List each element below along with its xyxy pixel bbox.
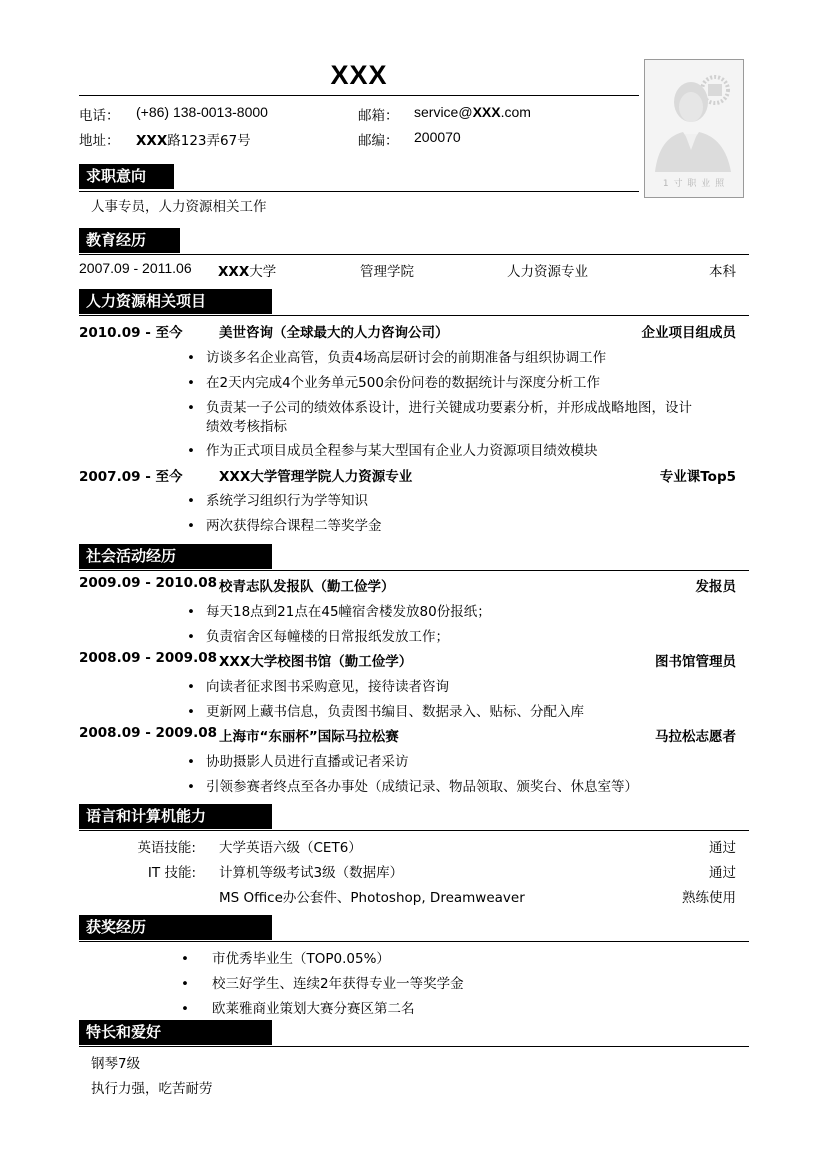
education-degree: 本科 [709, 264, 736, 280]
project-name: 美世咨询（全球最大的人力咨询公司） [219, 325, 449, 341]
list-item: • 负责某一子公司的绩效体系设计，进行关键成功要素分析，并形成战略地图，设计 [187, 400, 692, 416]
section-title-education: 教育经历 [79, 228, 180, 253]
activity-period: 2008.09 - 2009.08 [79, 650, 217, 666]
skill-item: 大学英语六级（CET6） [219, 840, 362, 856]
name-underline [79, 95, 639, 96]
list-item: • 每天18点到21点在45幢宿舍楼发放80份报纸； [187, 604, 491, 620]
activity-period: 2008.09 - 2009.08 [79, 725, 217, 741]
education-school: XXX大学 [218, 264, 277, 280]
education-period: 2007.09 - 2011.06 [79, 260, 192, 276]
zip-label: 邮编： [358, 133, 399, 149]
list-item: • 向读者征求图书采购意见，接待读者咨询 [187, 679, 449, 695]
resume-name: XXX [330, 60, 388, 90]
activity-period: 2009.09 - 2010.08 [79, 575, 217, 591]
activity-name: XXX大学校图书馆（勤工俭学） [219, 654, 413, 670]
photo-placeholder [644, 59, 744, 198]
address-label: 地址： [79, 133, 120, 149]
photo-caption: 1 寸 职 业 照 [662, 179, 726, 189]
section-title-social: 社会活动经历 [79, 544, 272, 569]
skill-label: 英语技能: [137, 840, 196, 856]
section-title-hobbies: 特长和爱好 [79, 1020, 272, 1045]
activity-role: 发报员 [695, 579, 736, 595]
section-title-objective: 求职意向 [79, 164, 174, 189]
project-role: 企业项目组成员 [641, 325, 736, 341]
list-item: • 引领参赛者终点至各办事处（成绩记录、物品领取、颁奖台、休息室等） [187, 779, 638, 795]
section-rule-education [79, 254, 749, 255]
list-item: • 访谈多名企业高管，负责4场高层研讨会的前期准备与组织协调工作 [187, 350, 607, 366]
skill-label: IT 技能: [147, 865, 196, 881]
email-value: service@XXX.com [414, 104, 531, 120]
address-value: XXX路123弄67号 [136, 133, 251, 149]
section-rule-hobbies [79, 1046, 749, 1047]
skill-result: 通过 [709, 865, 736, 881]
section-title-skills: 语言和计算机能力 [79, 804, 272, 829]
list-item: • 校三好学生、连续2年获得专业一等奖学金 [181, 976, 464, 992]
project-role: 专业课Top5 [659, 469, 736, 485]
education-college: 管理学院 [360, 264, 414, 280]
email-label: 邮箱： [358, 108, 399, 124]
list-item-continuation: 绩效考核指标 [206, 419, 287, 435]
list-item: • 在2天内完成4个业务单元500余份问卷的数据统计与深度分析工作 [187, 375, 600, 391]
education-major: 人力资源专业 [507, 264, 588, 280]
list-item: • 欧莱雅商业策划大赛分赛区第二名 [181, 1001, 415, 1017]
hobby-item: 执行力强，吃苦耐劳 [91, 1081, 213, 1097]
skill-item: MS Office办公套件、Photoshop, Dreamweaver [219, 890, 525, 906]
list-item: • 更新网上藏书信息，负责图书编目、数据录入、贴标、分配入库 [187, 704, 584, 720]
project-period: 2007.09 - 至今 [79, 469, 183, 485]
project-name: XXX大学管理学院人力资源专业 [219, 469, 413, 485]
skill-result: 通过 [709, 840, 736, 856]
skill-item: 计算机等级考试3级（数据库） [219, 865, 404, 881]
phone-value: (+86) 138-0013-8000 [136, 104, 268, 120]
section-rule-projects [79, 315, 749, 316]
section-rule-skills [79, 830, 749, 831]
section-rule-objective [79, 191, 639, 192]
zip-value: 200070 [414, 129, 461, 145]
activity-role: 图书馆管理员 [655, 654, 736, 670]
activity-role: 马拉松志愿者 [655, 729, 736, 745]
list-item: • 两次获得综合课程二等奖学金 [187, 518, 382, 534]
activity-name: 上海市“东丽杯”国际马拉松赛 [219, 729, 399, 745]
skill-result: 熟练使用 [682, 890, 736, 906]
list-item: • 作为正式项目成员全程参与某大型国有企业人力资源项目绩效模块 [187, 443, 598, 459]
project-period: 2010.09 - 至今 [79, 325, 183, 341]
section-title-projects: 人力资源相关项目 [79, 289, 272, 314]
section-rule-awards [79, 941, 749, 942]
section-rule-social [79, 570, 749, 571]
hobby-item: 钢琴7级 [91, 1056, 141, 1072]
objective-text: 人事专员，人力资源相关工作 [91, 199, 267, 215]
list-item: • 市优秀毕业生（TOP0.05%） [181, 951, 390, 967]
list-item: • 负责宿舍区每幢楼的日常报纸发放工作； [187, 629, 449, 645]
list-item: • 系统学习组织行为学等知识 [187, 493, 368, 509]
section-title-awards: 获奖经历 [79, 915, 272, 940]
list-item: • 协助摄影人员进行直播或记者采访 [187, 754, 409, 770]
phone-label: 电话： [79, 108, 120, 124]
activity-name: 校青志队发报队（勤工俭学） [219, 579, 395, 595]
